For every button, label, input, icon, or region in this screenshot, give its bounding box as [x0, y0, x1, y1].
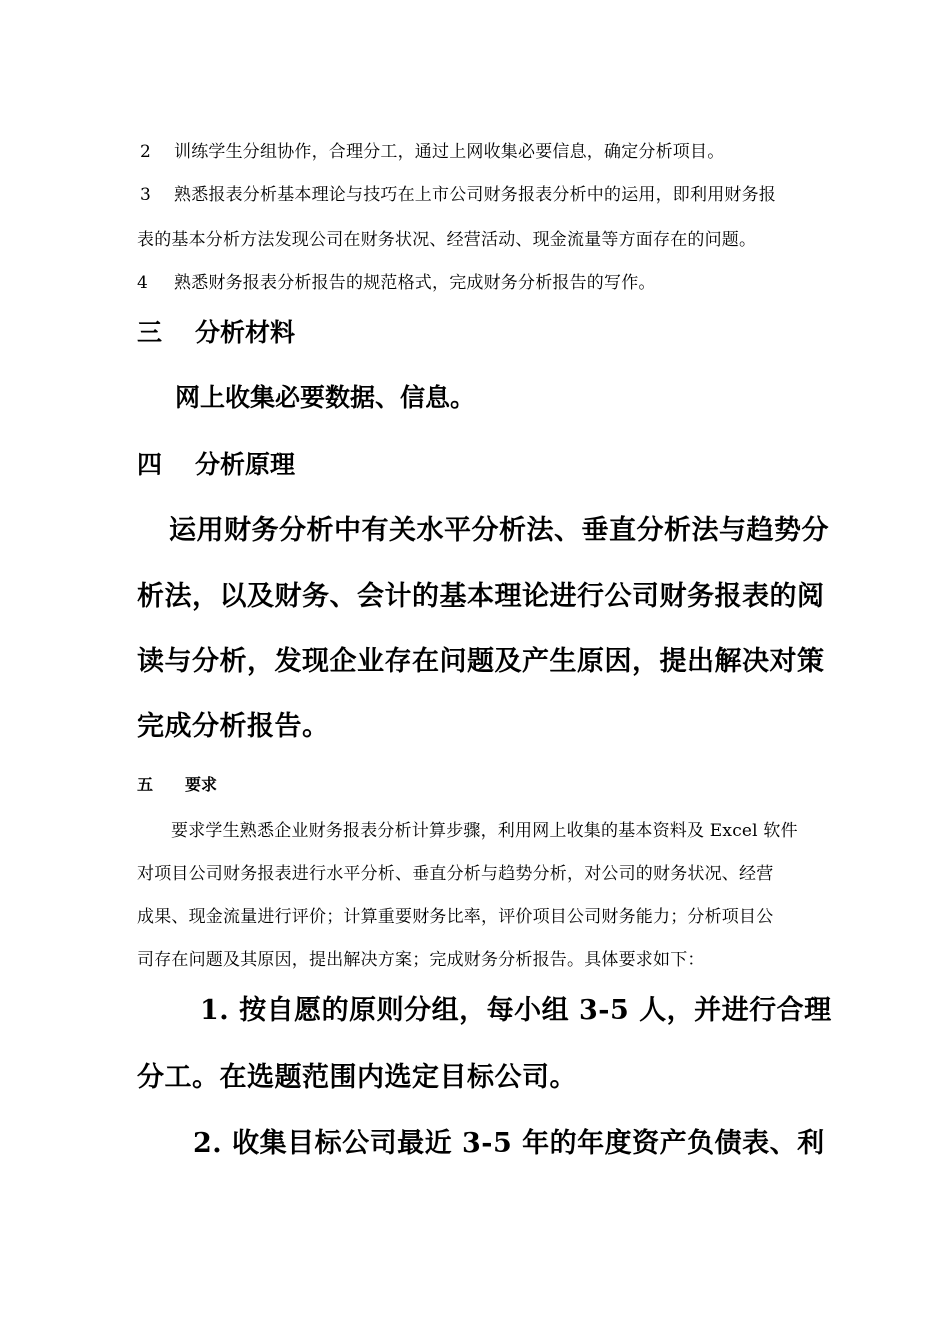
objective-text: 熟悉报表分析基本理论与技巧在上市公司财务报表分析中的运用，即利用财务报 [174, 185, 776, 205]
section-number: 五 [137, 775, 154, 794]
section-3-body: 网上收集必要数据、信息。 [175, 383, 476, 412]
requirement-item-1-continued: 分工。在选题范围内选定目标公司。 [137, 1062, 577, 1093]
requirement-item-2: 2. 收集目标公司最近 3-5 年的年度资产负债表、利 [193, 1128, 825, 1159]
objective-item-4 [137, 268, 656, 293]
section-4-paragraph-line: 析法，以及财务、会计的基本理论进行公司财务报表的阅 [137, 581, 825, 612]
objective-text: 训练学生分组协作，合理分工，通过上网收集必要信息，确定分析项目。 [174, 142, 725, 162]
section-5-paragraph-line: 要求学生熟悉企业财务报表分析计算步骤，利用网上收集的基本资料及 Excel 软件 [171, 821, 798, 841]
section-5-paragraph-line: 司存在问题及其原因，提出解决方案；完成财务分析报告。具体要求如下： [137, 950, 705, 970]
section-3-heading [137, 313, 295, 349]
objective-number: 3 [140, 185, 152, 205]
section-number: 三 [137, 318, 163, 347]
section-title: 分析材料 [195, 318, 296, 347]
section-4-heading [137, 445, 295, 481]
objective-number: 4 [137, 273, 149, 293]
section-title: 要求 [185, 775, 218, 794]
objective-number: 2 [140, 142, 152, 162]
objective-text: 熟悉财务报表分析报告的规范格式，完成财务分析报告的写作。 [174, 273, 656, 293]
section-4-paragraph-line: 完成分析报告。 [137, 711, 330, 742]
section-5-paragraph-line: 成果、现金流量进行评价；计算重要财务比率，评价项目公司财务能力；分析项目公 [137, 907, 774, 927]
section-title: 分析原理 [195, 450, 296, 479]
section-number: 四 [137, 450, 163, 479]
section-5-heading [137, 772, 217, 795]
objective-item-2 [140, 137, 724, 162]
section-4-paragraph-line: 读与分析，发现企业存在问题及产生原因，提出解决对策 [137, 646, 825, 677]
objective-item-3-continued: 表的基本分析方法发现公司在财务状况、经营活动、现金流量等方面存在的问题。 [137, 230, 757, 250]
section-5-paragraph-line: 对项目公司财务报表进行水平分析、垂直分析与趋势分析，对公司的财务状况、经营 [137, 864, 774, 884]
requirement-item-1: 1. 按自愿的原则分组，每小组 3-5 人，并进行合理 [200, 995, 832, 1026]
objective-item-3 [140, 180, 776, 205]
section-4-paragraph-line: 运用财务分析中有关水平分析法、垂直分析法与趋势分 [169, 515, 829, 546]
